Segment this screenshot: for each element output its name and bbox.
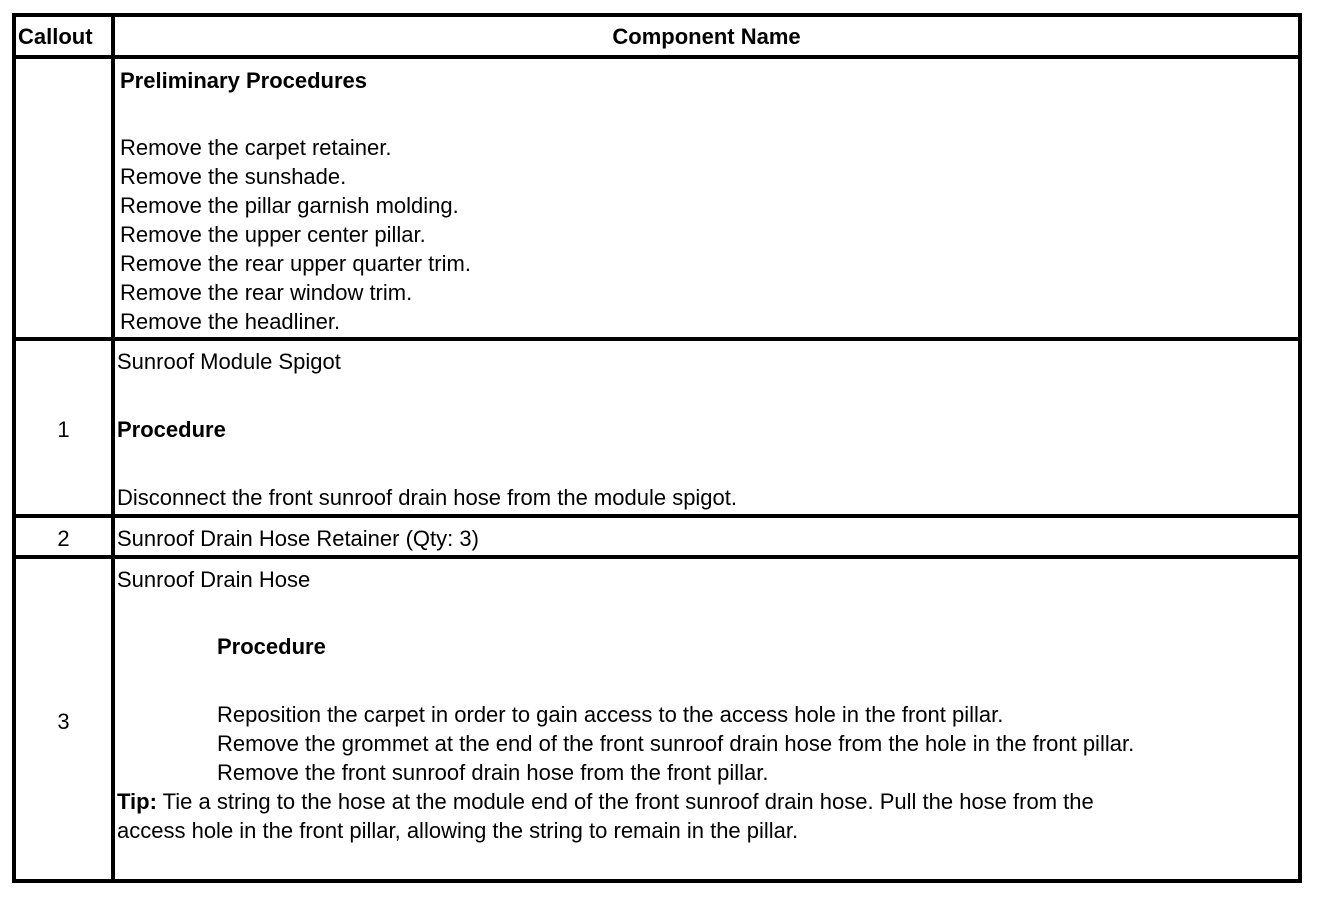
tip-label: Tip: [117,789,157,814]
preliminary-step: Remove the headliner. [120,309,341,334]
preliminary-step: Remove the rear upper quarter trim. [120,251,471,276]
procedure-step: Remove the front sunroof drain hose from the front pillar. [217,760,769,785]
tip-text [117,787,1094,816]
preliminary-step: Remove the sunshade. [120,164,347,189]
row-divider-1 [16,514,1298,518]
component-name: Sunroof Drain Hose Retainer (Qty: 3) [117,526,479,551]
preliminary-step: Remove the rear window trim. [120,280,413,305]
preliminary-step: Remove the pillar garnish molding. [120,193,459,218]
row-divider-preliminary [16,337,1298,341]
procedure-step: Disconnect the front sunroof drain hose from the module spigot. [117,485,738,510]
callout-number: 1 [57,417,70,442]
procedure-step: Remove the grommet at the end of the front sunroof drain hose from the hole in the front pillar. [217,731,1135,756]
tip-text-continued: access hole in the front pillar, allowing the string to remain in the pillar. [117,818,799,843]
preliminary-step: Remove the carpet retainer. [120,135,392,160]
component-name: Sunroof Module Spigot [117,349,341,374]
row-divider-header [16,55,1298,59]
column-divider [111,17,115,879]
row-divider-2 [16,555,1298,559]
callout-number: 3 [57,709,70,734]
procedure-title: Procedure [117,417,226,442]
procedure-title: Procedure [217,634,326,659]
component-name: Sunroof Drain Hose [117,567,311,592]
procedure-table [12,13,1302,883]
header-callout: Callout [18,24,93,49]
callout-number: 2 [57,526,70,551]
tip-body: Tie a string to the hose at the module end of the front sunroof drain hose. Pull the hose from the [156,789,1094,814]
preliminary-title: Preliminary Procedures [120,68,368,93]
procedure-step: Reposition the carpet in order to gain access to the access hole in the front pillar. [217,702,1004,727]
header-component-name: Component Name [612,24,801,49]
preliminary-step: Remove the upper center pillar. [120,222,426,247]
